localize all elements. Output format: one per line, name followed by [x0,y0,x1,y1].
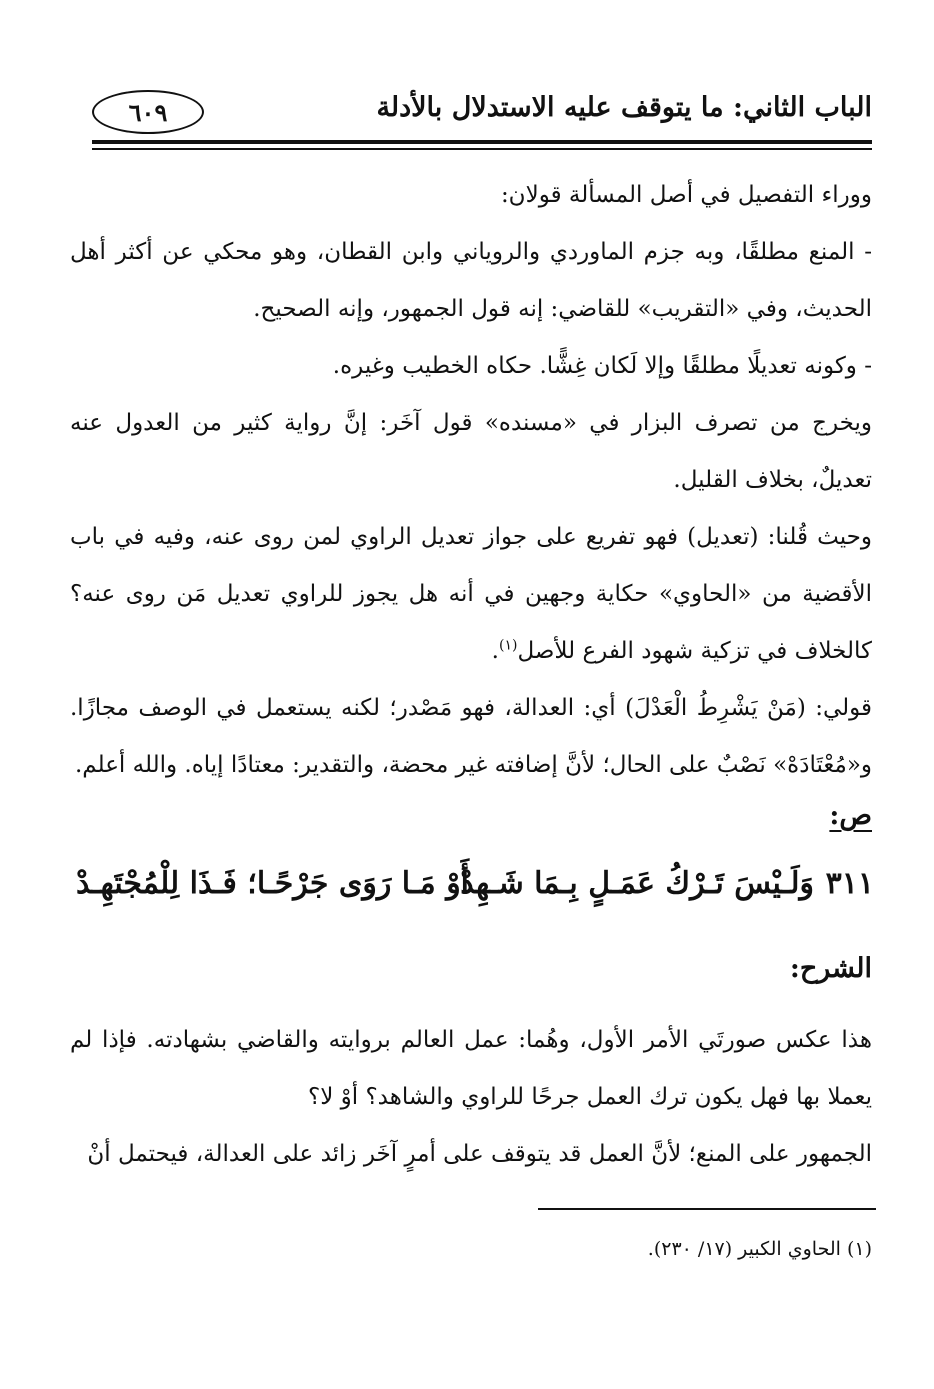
paragraph: قولي: (مَنْ يَشْرِطُ الْعَدْلَ) أي: العدالة، فهو مَصْدر؛ لكنه يستعمل في الوصف مجازًا. و«مُعْتَادَهْ» نَصْبٌ على الحال؛ لأنَّ إضافته غير محضة، والتقدير: معتادًا إياه. والله أعلم. [70,695,872,778]
paragraph: ويخرج من تصرف البزار في «مسنده» قول آخَر: إنَّ رواية كثير من العدول عنه تعديلٌ، بخلاف القليل. [70,410,872,493]
header-rule-thick [92,140,872,144]
paragraph-text: وحيث قُلنا: (تعديل) فهو تفريع على جواز تعديل الراوي لمن روى عنه، وفيه في باب الأقضية من «الحاوي» حكاية وجهين في أنه هل يجوز للراوي تعديل مَن روى عنه؟ كالخلاف في تزكية شهود الفرع للأصل [70,524,872,664]
commentary-label: الشرح: [789,953,872,984]
paragraph: ووراء التفصيل في أصل المسألة قولان: [500,182,872,208]
verse-second-hemistich: أَوْ مَـا رَوَى جَرْحًـا؛ فَـذَا لِلْمُجْتَهِـدْ [76,866,470,901]
paragraph: هذا عكس صورتَي الأمر الأول، وهُما: عمل العالم بروايته والقاضي بشهادته. فإذا لم يعملا بها فهل يكون ترك العمل جرحًا للراوي والشاهد؟ أوْ لا؟ [70,1027,872,1110]
header-rule-thin [92,148,872,150]
chapter-title: الباب الثاني: ما يتوقف عليه الاستدلال بالأدلة [376,92,872,123]
verse-line [76,866,874,916]
verse-first-hemistich: وَلَـيْسَ تَـرْكُ عَمَـلٍ بِـمَا شَـهِدْ [460,866,814,901]
verse-number: ٣١١ [825,866,874,901]
footnote-separator [538,1208,876,1210]
page-number [92,90,204,134]
footnote-reference[interactable]: (١) [498,637,518,654]
main-text-block [70,167,872,794]
verse-label: ص: [829,800,872,831]
page-number-text: ٦٠٩ [128,97,168,127]
paragraph: الجمهور على المنع؛ لأنَّ العمل قد يتوقف على أمرٍ آخَر زائد على العدالة، فيحتمل أنْ [87,1141,872,1167]
footnote: (١) الحاوي الكبير (١٧/ ٢٣٠). [647,1238,872,1260]
commentary-text-block [70,1012,872,1183]
paragraph: - وكونه تعديلًا مطلقًا وإلا لَكان غِشًّا. حكاه الخطيب وغيره. [332,353,872,379]
paragraph-end: . [491,638,499,664]
paragraph [70,509,872,680]
paragraph: - المنع مطلقًا، وبه جزم الماوردي والروياني وابن القطان، وهو محكي عن أكثر أهل الحديث، وفي «التقريب» للقاضي: إنه قول الجمهور، وإنه الصحيح. [70,239,872,322]
